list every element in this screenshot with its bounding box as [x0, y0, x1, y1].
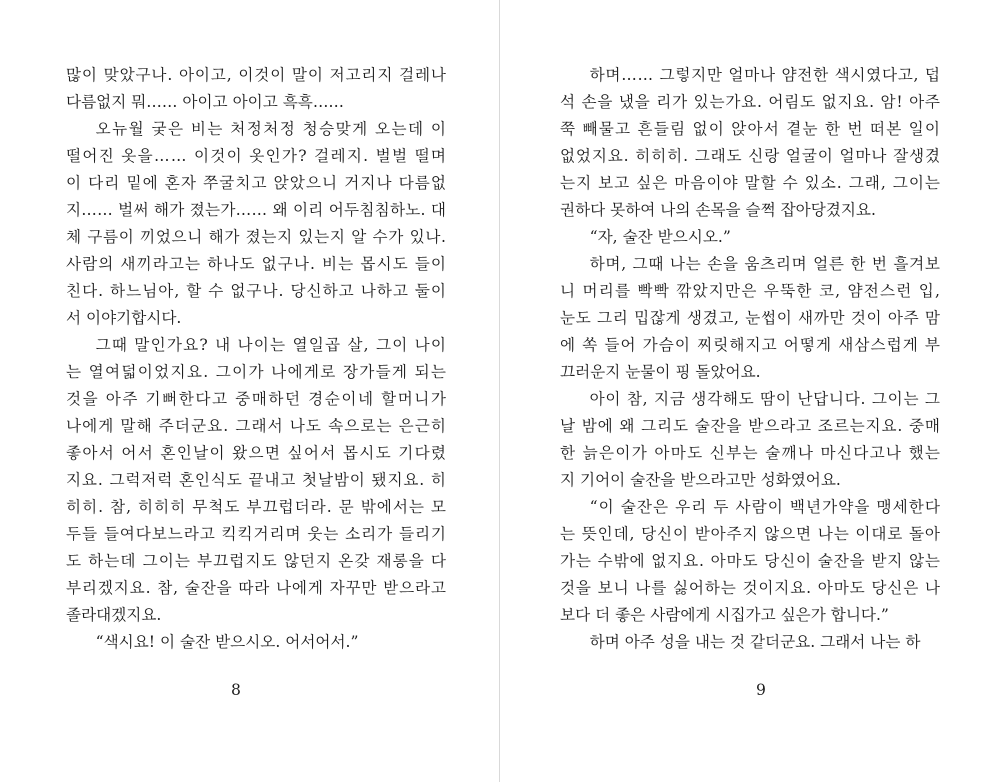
text-line: 친다. 하느님아, 할 수 없구나. 당신하고 나하고 둘이: [66, 282, 448, 300]
right-page: [500, 0, 999, 782]
text-line: 없었지요. 히히히. 그래도 신랑 얼굴이 얼마나 잘생겼: [560, 147, 941, 165]
text-line: 도 하는데 그이는 부끄럽지도 않던지 온갖 재롱을 다: [66, 552, 448, 570]
text-line: 쭉 빼물고 흔들림 없이 앉아서 곁눈 한 번 떠본 일이: [560, 120, 942, 138]
text-line: 끄러운지 눈물이 핑 돌았어요.: [560, 363, 761, 381]
text-line: 지 기어이 술잔을 받으라고만 성화였어요.: [560, 471, 841, 489]
right-page-number: 9: [756, 681, 766, 699]
text-line: “색시요! 이 술잔 받으시오. 어서어서.”: [95, 633, 359, 651]
text-line: 석 손을 냈을 리가 있는가요. 어림도 없지요. 암! 아주: [560, 93, 941, 111]
text-line: 는지 보고 싶은 마음이야 말할 수 있소. 그래, 그이는: [560, 174, 942, 192]
text-line: 졸라대겠지요.: [66, 606, 162, 624]
text-line: 하며, 그때 나는 손을 움츠리며 얼른 한 번 흘겨보: [589, 255, 941, 273]
text-line: 한 늙은이가 아마도 신부는 술깨나 마신다고나 했는: [560, 444, 942, 462]
text-line: 는 열여덟이었지요. 그이가 나에게로 장가들게 되는: [66, 363, 448, 381]
text-line: 가는 수밖에 없지요. 아마도 당신이 술잔을 받지 않는: [560, 552, 941, 570]
text-line: 좋아서 어서 혼인날이 왔으면 싶어서 몹시도 기다렸: [66, 444, 448, 462]
text-line: 니 머리를 빡빡 깎았지만은 우뚝한 코, 얌전스런 입,: [560, 282, 942, 300]
text-line: 하며 아주 성을 내는 것 같더군요. 그래서 나는 하: [589, 633, 921, 651]
text-line: 나에게 말해 주더군요. 그래서 나도 속으로는 은근히: [66, 417, 448, 435]
text-line: 권하다 못하여 나의 손목을 슬쩍 잡아당겼지요.: [560, 201, 876, 219]
text-line: 많이 맞았구나. 아이고, 이것이 말이 저고리지 걸레나: [66, 66, 447, 84]
text-line: 것을 아주 기뻐한다고 중매하던 경순이네 할머니가: [66, 390, 448, 408]
text-line: “이 술잔은 우리 두 사람이 백년가약을 맹세한다: [589, 498, 942, 516]
text-line: 떨어진 옷을…… 이것이 옷인가? 걸레지. 벌벌 떨며: [66, 147, 448, 165]
text-line: 부리겠지요. 참, 술잔을 따라 나에게 자꾸만 받으라고: [66, 579, 447, 597]
right-page-text: [560, 62, 940, 656]
left-page: [0, 0, 499, 782]
text-line: 그때 말인가요? 내 나이는 열일곱 살, 그이 나이: [95, 336, 448, 354]
text-line: 오뉴월 궂은 비는 처정처정 청승맞게 오는데 이: [95, 120, 448, 138]
text-line: 하며…… 그렇지만 얼마나 얌전한 색시였다고, 덥: [589, 66, 941, 84]
text-line: 지…… 벌써 해가 졌는가…… 왜 이리 어두침침하노. 대: [66, 201, 447, 219]
text-line: 서 이야기합시다.: [66, 309, 182, 327]
text-line: 두들 들여다보느라고 킥킥거리며 웃는 소리가 들리기: [66, 525, 447, 543]
text-line: 다름없지 뭐…… 아이고 아이고 흑흑……: [66, 93, 345, 111]
text-line: 체 구름이 끼었으니 해가 졌는지 있는지 알 수가 있나.: [66, 228, 447, 246]
text-line: 이 다리 밑에 혼자 쭈굴치고 앉았으니 거지나 다름없: [66, 174, 448, 192]
text-line: 지요. 그럭저럭 혼인식도 끝내고 첫날밤이 됐지요. 히: [66, 471, 447, 489]
text-line: 사람의 새끼라고는 하나도 없구나. 비는 몹시도 들이: [66, 255, 448, 273]
left-page-number: 8: [231, 681, 241, 699]
text-line: 에 쏙 들어 가슴이 찌릿해지고 어떻게 새삼스럽게 부: [560, 336, 942, 354]
text-line: 보다 더 좋은 사람에게 시집가고 싶은가 합니다.”: [560, 606, 889, 624]
text-line: 눈도 그리 밉잖게 생겼고, 눈썹이 새까만 것이 아주 맘: [560, 309, 941, 327]
left-page-text: [66, 62, 446, 656]
text-line: 는 뜻인데, 당신이 받아주지 않으면 나는 이대로 돌아: [560, 525, 941, 543]
text-line: 것을 보니 나를 싫어하는 것이지요. 아마도 당신은 나: [560, 579, 941, 597]
text-line: 히히. 참, 히히히 무척도 부끄럽더라. 문 밖에서는 모: [66, 498, 448, 516]
text-line: “자, 술잔 받으시오.”: [589, 228, 731, 246]
text-line: 아이 참, 지금 생각해도 땀이 난답니다. 그이는 그: [589, 390, 941, 408]
text-line: 날 밤에 왜 그리도 술잔을 받으라고 조르는지요. 중매: [560, 417, 941, 435]
